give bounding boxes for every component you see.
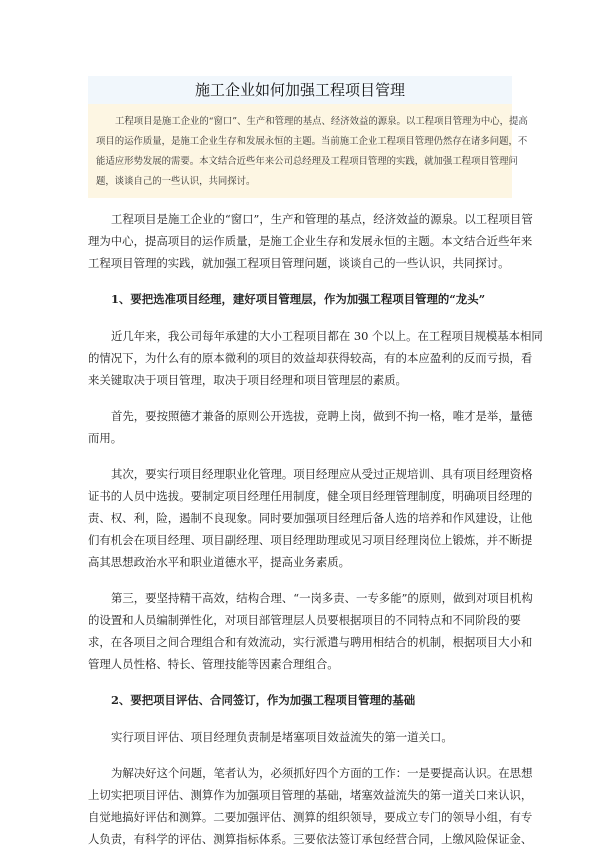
text-line: 人负责，有科学的评估、测算指标体系。三要依法签订承包经营合同，上缴风险保证金、 bbox=[88, 832, 533, 846]
abstract-line: 工程项目是施工企业的“窗口”、生产和管理的基点、经济效益的源泉。以工程项目管理为中心，提高 bbox=[115, 116, 528, 127]
abstract-line: 能适应形势发展的需要。本文结合近些年来公司总经理及工程项目管理的实践，就加强工程项目管理问 bbox=[96, 156, 518, 167]
text-line: 的情况下，为什么有的原本微利的项目的效益却获得较高，有的本应盈利的反而亏损，看 bbox=[88, 351, 533, 365]
abstract-box bbox=[88, 104, 528, 198]
abstract-line: 题，谈谈自己的一些认识，共同探讨。 bbox=[96, 176, 256, 187]
text-line: 工程项目是施工企业的“窗口”，生产和管理的基点，经济效益的源泉。以工程项目管 bbox=[111, 212, 533, 226]
document-page bbox=[88, 76, 543, 864]
text-line: 工程项目管理的实践，就加强工程项目管理问题，谈谈自己的一些认识，共同探讨。 bbox=[88, 256, 510, 270]
text-line: 来关键取决于项目管理，取决于项目经理和项目管理层的素质。 bbox=[88, 373, 407, 387]
text-line: 责、权、利，险，遏制不良现象。同时要加强项目经理后备人选的培养和作风建设，让他 bbox=[88, 511, 533, 525]
text-line: 其次，要实行项目经理职业化管理。项目经理应从受过正规培训、具有项目经理资格 bbox=[111, 467, 533, 481]
text-line: 求，在各项目之间合理组合和有效流动，实行派遣与聘用相结合的机制，根据项目大小和 bbox=[88, 635, 533, 649]
paragraph bbox=[88, 325, 543, 391]
section-heading-2: 2、要把项目评估、合同签订，作为加强工程项目管理的基础 bbox=[111, 693, 416, 707]
section-heading-1: 1、要把选准项目经理，建好项目管理层，作为加强工程项目管理的“龙头” bbox=[111, 292, 486, 306]
paragraph bbox=[88, 762, 533, 850]
document-body bbox=[88, 208, 543, 850]
paragraph-intro bbox=[88, 208, 533, 274]
paragraph bbox=[88, 726, 512, 748]
text-line: 而用。 bbox=[88, 431, 123, 445]
paragraph bbox=[88, 587, 533, 675]
text-line: 第三，要坚持精干高效，结构合理、“一岗多责、一专多能”的原则，做到对项目机构 bbox=[111, 591, 533, 605]
text-line: 的设置和人员编制弹性化，对项目部管理层人员要根据项目的不同特点和不同阶段的要 bbox=[88, 613, 521, 627]
text-line: 自觉地搞好评估和测算。二要加强评估、测算的组织领导，要成立专门的领导小组，有专 bbox=[88, 810, 533, 824]
text-line: 证书的人员中选拔。要制定项目经理任用制度，健全项目经理管理制度，明确项目经理的 bbox=[88, 489, 533, 503]
text-line: 近几年来，我公司每年承建的大小工程项目都在 30 个以上。在工程项目规模基本相同 bbox=[111, 329, 543, 343]
text-line: 实行项目评估、项目经理负责制是堵塞项目效益流失的第一道关口。 bbox=[111, 730, 453, 744]
paragraph bbox=[88, 463, 533, 573]
text-line: 上切实把项目评估、测算作为加强项目管理的基础，堵塞效益流失的第一道关口来认识， bbox=[88, 788, 533, 802]
text-line: 为解决好这个问题，笔者认为，必须抓好四个方面的工作：一是要提高认识。在思想 bbox=[111, 766, 533, 780]
text-line: 理为中心，提高项目的运作质量，是施工企业生存和发展永恒的主题。本文结合近些年来 bbox=[88, 234, 533, 248]
document-title: 施工企业如何加强工程项目管理 bbox=[88, 76, 512, 104]
text-line: 首先，要按照德才兼备的原则公开选拔，竞聘上岗，做到不拘一格，唯才是举，量德 bbox=[111, 409, 533, 423]
paragraph bbox=[88, 405, 533, 449]
text-line: 们有机会在项目经理、项目副经理、项目经理助理或见习项目经理岗位上锻炼，并不断提 bbox=[88, 533, 533, 547]
abstract-line: 项目的运作质量，是施工企业生存和发展永恒的主题。当前施工企业工程项目管理仍然存在诸多问题，不 bbox=[96, 136, 528, 147]
text-line: 管理人员性格、特长、管理技能等因素合理组合。 bbox=[88, 657, 339, 671]
text-line: 高其思想政治水平和职业道德水平，提高业务素质。 bbox=[88, 555, 350, 569]
